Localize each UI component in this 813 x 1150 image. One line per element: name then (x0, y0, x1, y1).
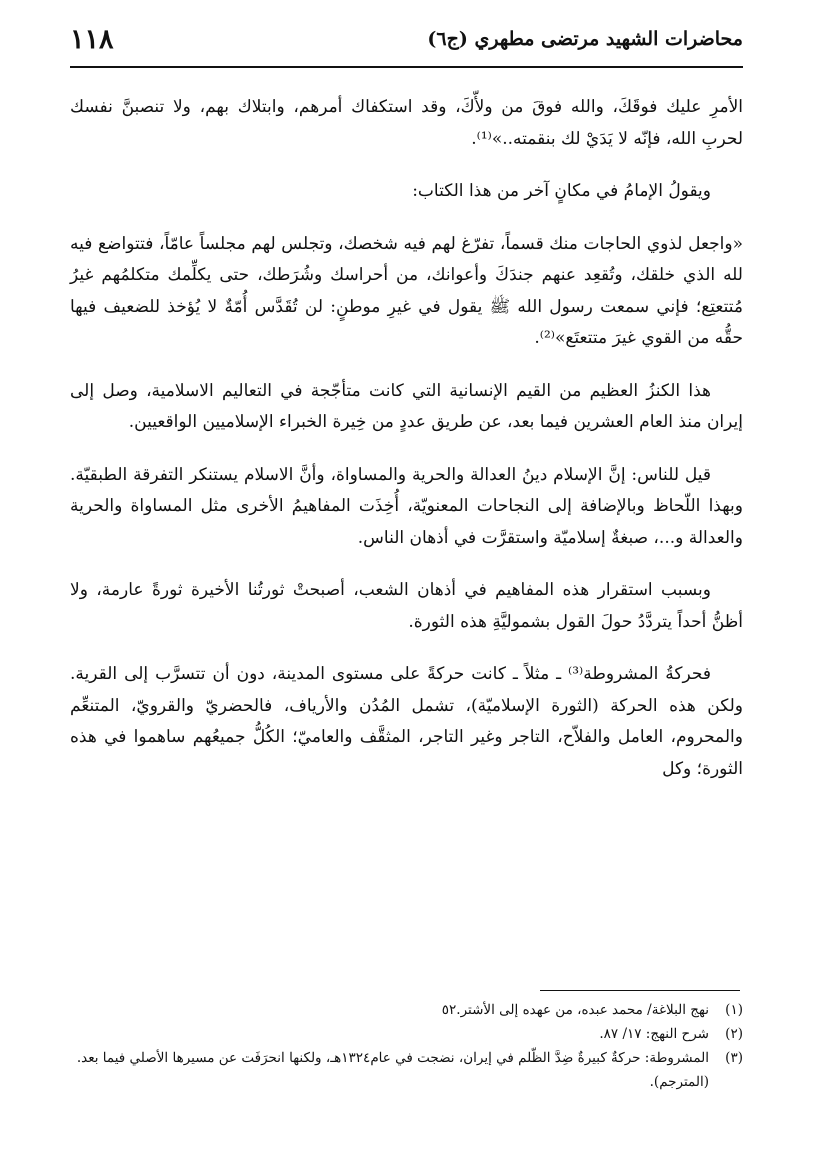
footnote-text: شرح النهج: ١٧/ ٨٧. (599, 1026, 709, 1042)
footnote-text: نهج البلاغة/ محمد عبده، من عهده إلى الأشتر.٥٢ (441, 1002, 709, 1018)
page-header (70, 26, 743, 68)
paragraph: قيل للناس: إنَّ الإسلام دينُ العدالة والحرية والمساواة، وأنَّ الاسلام يستنكر التفرقة الطبقيّة. وبهذا اللّحاظ وبالإضافة إلى النجاحات المعنويّة، أُخِذَت المفاهيمُ الأخرى مثل المساواة والحرية والعدالة و...، صبغةٌ إسلاميّة واستقرَّت في أذهان الناس. (70, 464, 743, 548)
footnotes (70, 998, 743, 1094)
footnote-number: (١) (725, 1002, 743, 1018)
paragraph: ويقولُ الإمامُ في مكانٍ آخر من هذا الكتاب: (412, 181, 711, 201)
footnote-number: (٢) (725, 1026, 743, 1042)
footnote (70, 1046, 743, 1094)
footnote-number: (٣) (725, 1050, 743, 1066)
paragraph: هذا الكنزُ العظيم من القيم الإنسانية التي كانت متأجّجة في التعاليم الاسلامية، وصل إلى إيران منذ العام العشرين فيما بعد، عن طريق عددٍ من خِيرة الخبراء الإسلاميين الواقعيين. (70, 380, 743, 432)
paragraph: الأمرِ عليك فوقَكَ، والله فوقَ من ولأّكَ، وقد استكفاك أمرهم، وابتلاك بهم، ولا تنصبنَّ نفسك لحربِ الله، فإنّه لا يَدَيْ لك بنقمته..»⁽¹⁾. (70, 97, 743, 149)
footnote-text: المشروطة: حركةٌ كبيرةٌ ضِدَّ الظّلم في إيران، نضجت في عام١٣٢٤هـ، ولكنها انحرَفَت عن مسيرها الأصلي فيما بعد.(المترجم). (76, 1050, 709, 1090)
page-number: ١١٨ (70, 24, 114, 55)
paragraph: فحركةُ المشروطة⁽³⁾ ـ مثلاً ـ كانت حركةً على مستوى المدينة، دون أن تتسرَّب إلى القرية. ولكن هذه الحركة (الثورة الإسلاميّة)، تشمل المُدُن والأرياف، فالحضريّ والقرويّ، المتنعِّم والمحروم، العامل والفلاّح، التاجر وغير التاجر، المثقَّف والعاميّ؛ الكُلُّ جميعُهم ساهموا في هذه الثورة؛ وكل (70, 664, 743, 779)
footnote (70, 998, 743, 1022)
running-title: محاضرات الشهيد مرتضى مطهري (ج٦) (427, 28, 743, 50)
footnote-divider (540, 990, 740, 991)
footnote (70, 1022, 743, 1046)
quote-paragraph: «واجعل لذوي الحاجات منك قسماً، تفرّغ لهم فيه شخصك، وتجلس لهم مجلساً عامّاً، فتتواضع فيه لله الذي خلقك، وتُقعِد عنهم جندَكَ وأعوانك، من أحراسك وشُرَطك، حتى يكلِّمك متكلمُهم غيرُ مُتتعتِع؛ فإني سمعت رسول الله ﷺ يقول في غيرِ موطنٍ: لن تُقَدَّس أُمّةٌ لا يُؤخذ للضعيف فيها حقُّه من القوي غيرَ متتعتَع»⁽²⁾. (70, 233, 743, 348)
paragraph: وبسبب استقرار هذه المفاهيم في أذهان الشعب، أصبحتْ ثورتُنا الأخيرة ثورةً عارمة، ولا أظنُّ أحداً يتردَّدُ حولَ القول بشموليَّةِ هذه الثورة. (70, 580, 743, 632)
main-text (70, 92, 743, 806)
